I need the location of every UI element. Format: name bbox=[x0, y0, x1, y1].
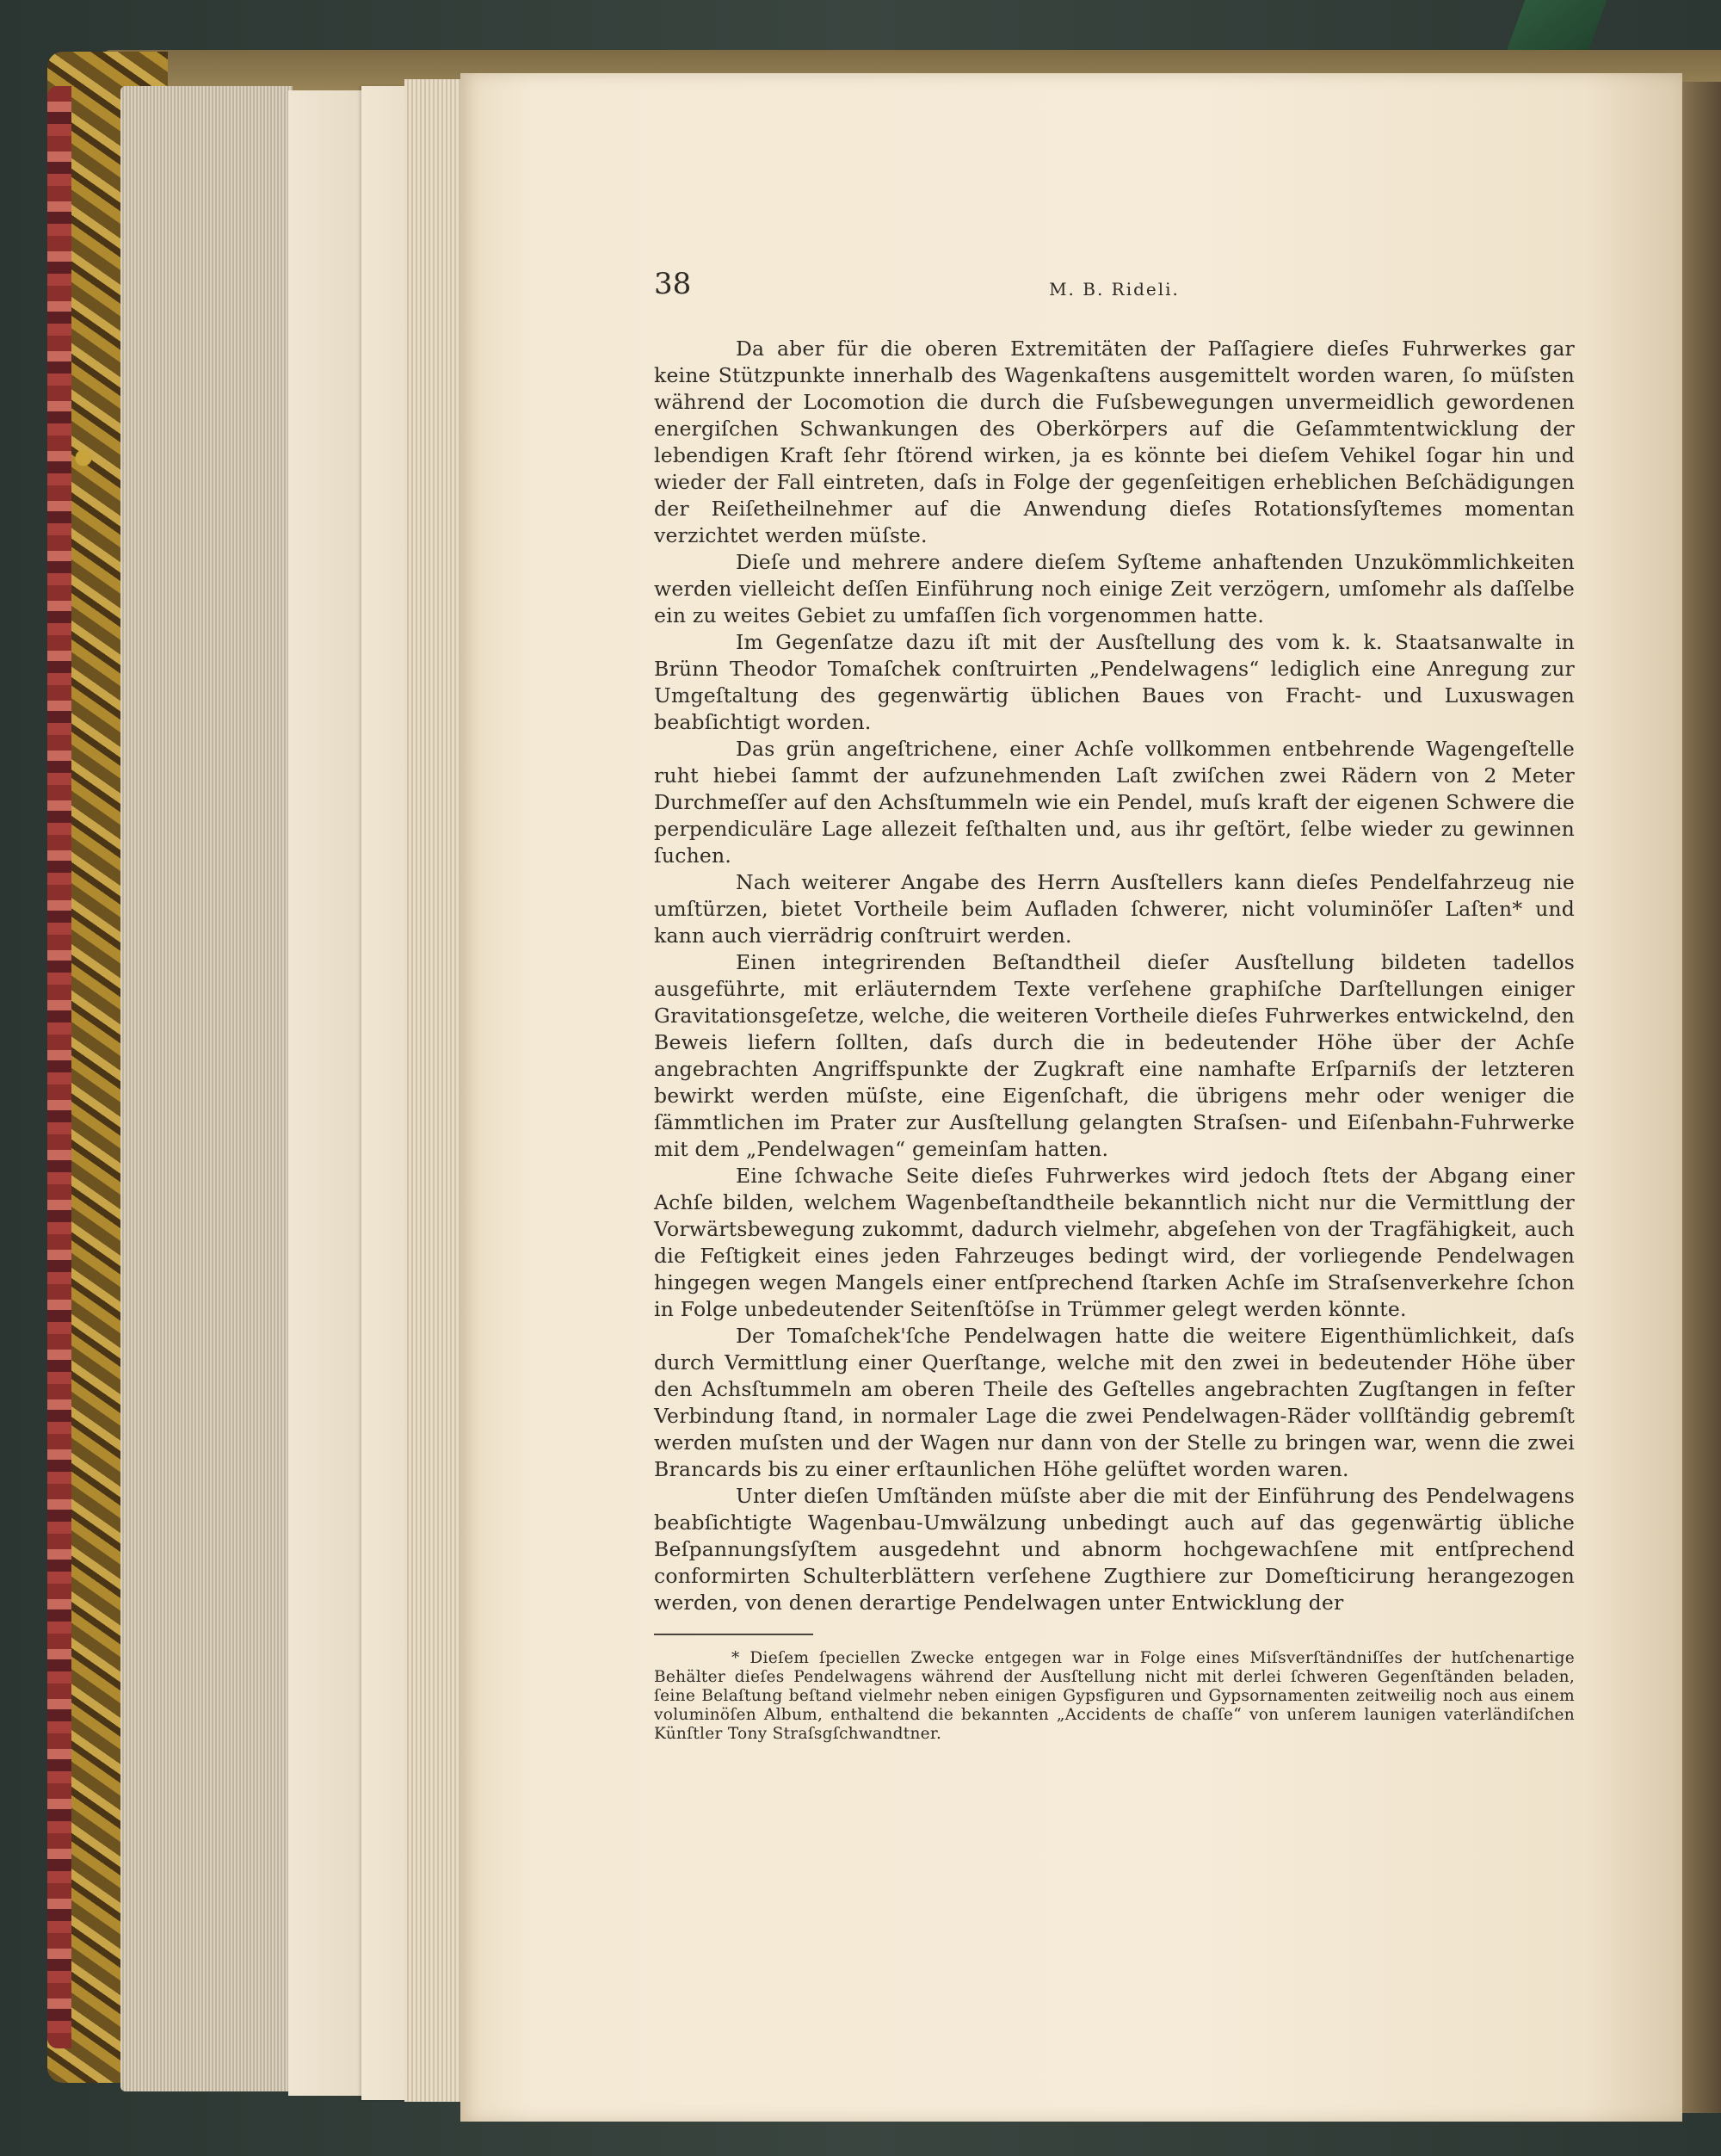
page-content bbox=[654, 267, 1575, 1744]
running-head: M. B. Rideli. bbox=[1049, 279, 1180, 300]
footnote: * Dieſem ſpeciellen Zwecke entgegen war in Folge eines Miſsverſtändniſſes der hutſchenartige Behälter dieſes Pendelwagens während der Ausſtellung nicht mit derlei ſchweren Gegenſtänden beladen, ſeine Belaſtung beſtand vielmehr neben einigen Gypsfiguren und Gypsornamenten zeitweilig noch aus einem voluminöſen Album, enthaltend die bekannten „Accidents de chaſſe“ von unſerem launigen vaterländiſchen Künſtler Tony Straſsgſchwandtner. bbox=[654, 1649, 1575, 1743]
paragraph: Im Gegenſatze dazu iſt mit der Ausſtellung des vom k. k. Staatsanwalte in Brünn Theodor Tomaſchek conſtruirten „Pendelwagens“ lediglich eine Anregung zur Umgeſtaltung des gegenwärtig üblichen Baues von Fracht- und Luxuswagen beabſichtigt worden. bbox=[654, 630, 1575, 734]
paragraph: Nach weiterer Angabe des Herrn Ausſtellers kann dieſes Pendelfahrzeug nie umſtürzen, bietet Vortheile beim Aufladen ſchwerer, nicht voluminöſer Laſten* und kann auch vierrädrig conſtruirt werden. bbox=[654, 870, 1575, 948]
right-page-edge bbox=[1678, 82, 1721, 2113]
paragraph: Einen integrirenden Beſtandtheil dieſer Ausſtellung bildeten tadellos ausgeführte, mit erläuterndem Texte verſehene graphiſche Darſtellungen einiger Gravitationsgeſetze, welche, die weiteren Vortheile dieſes Fuhrwerkes entwickelnd, den Beweis liefern ſollten, daſs durch die in bedeutender Höhe über der Achſe angebrachten Angriffspunkte der Zugkraft eine namhafte Erſparniſs der letzteren bewirkt werden müſste, eine Eigenſchaft, die übrigens mehr oder weniger die ſämmtlichen im Prater zur Ausſtellung gelangten Straſsen- und Eiſenbahn-Fuhrwerke mit dem „Pendelwagen“ gemeinſam hatten. bbox=[654, 950, 1575, 1161]
page-block-edges bbox=[120, 86, 293, 2091]
paragraph: Dieſe und mehrere andere dieſem Syſteme anhaftenden Unzukömmlichkeiten werden vielleicht deſſen Einführung noch einige Zeit verzögern, umſomehr als daſſelbe ein zu weites Gebiet zu umfaſſen ſich vorgenommen hatte. bbox=[654, 550, 1575, 627]
paragraph: Unter dieſen Umſtänden müſste aber die mit der Einführung des Pendelwagens beabſichtigte Wagenbau-Umwälzung unbedingt auch auf das gegenwärtig übliche Beſpannungsſyſtem ausgedehnt und abnorm hochgewachſene mit entſprechend conformirten Schulterblättern verſehene Zugthiere zur Domeſticirung herangezogen werden, von denen derartige Pendelwagen unter Entwicklung der bbox=[654, 1484, 1575, 1615]
paragraph: Eine ſchwache Seite dieſes Fuhrwerkes wird jedoch ſtets der Abgang einer Achſe bilden, welchem Wagenbeſtandtheile bekanntlich nicht nur die Vermittlung der Vorwärtsbewegung zukommt, dadurch vielmehr, abgeſehen von der Tragfähigkeit, auch die Feſtigkeit eines jeden Fahrzeuges bedingt wird, der vorliegende Pendelwagen hingegen wegen Mangels einer entſprechend ſtarken Achſe im Straſsenverkehre ſchon in Folge unbedeutender Seitenſtöſse in Trümmer gelegt werden könnte. bbox=[654, 1164, 1575, 1321]
book-spine bbox=[47, 86, 71, 2048]
footnote-divider bbox=[654, 1634, 813, 1635]
page-gutter bbox=[404, 79, 465, 2102]
page-number: 38 bbox=[654, 267, 692, 301]
paragraph: Da aber für die oberen Extremitäten der Paſſagiere dieſes Fuhrwerkes gar keine Stützpunkte innerhalb des Wagenkaſtens ausgemittelt worden waren, ſo müſsten während der Locomotion die durch die Fuſsbewegungen unvermeidlich gewordenen energiſchen Schwankungen des Oberkörpers auf die Geſammtentwicklung der lebendigen Kraft ſehr ſtörend wirken, ja es könnte bei dieſem Vehikel ſogar hin und wieder der Fall eintreten, daſs in Folge der gegenſeitigen erheblichen Beſchädigungen der Reiſetheilnehmer auf die Anwendung dieſes Rotationsſyſtemes momentan verzichtet werden müſste. bbox=[654, 337, 1575, 547]
page-header bbox=[654, 267, 1575, 336]
paragraph: Das grün angeſtrichene, einer Achſe vollkommen entbehrende Wagengeſtelle ruht hiebei ſammt der aufzunehmenden Laſt zwiſchen zwei Rädern von 2 Meter Durchmeſſer auf den Achsſtummeln wie ein Pendel, muſs kraft der eigenen Schwere die perpendiculäre Lage allezeit feſthalten und, aus ihr geſtört, ſelbe wieder zu gewinnen ſuchen. bbox=[654, 737, 1575, 868]
paragraph: Der Tomaſchek'ſche Pendelwagen hatte die weitere Eigenthümlichkeit, daſs durch Vermittlung einer Querſtange, welche mit den zwei in bedeutender Höhe über den Achsſtummeln am oberen Theile des Geſtelles angebrachten Zugſtangen in feſter Verbindung ſtand, in normaler Lage die zwei Pendelwagen-Räder vollſtändig gebremſt werden muſsten und der Wagen nur dann von der Stelle zu bringen war, wenn die zwei Brancards bis zu einer erſtaunlichen Höhe gelüftet worden waren. bbox=[654, 1324, 1575, 1481]
